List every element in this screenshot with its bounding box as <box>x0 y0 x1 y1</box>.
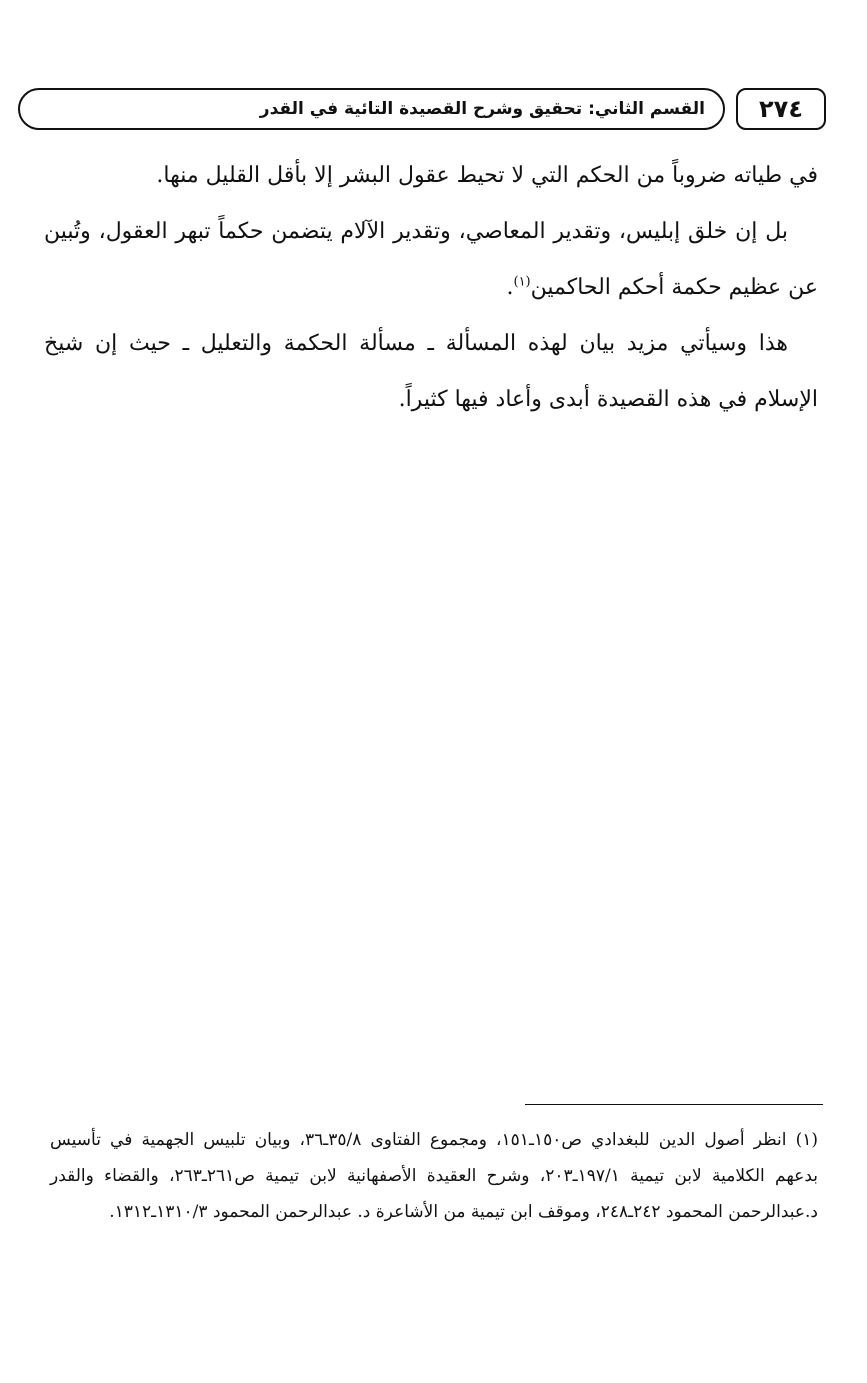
paragraph-text: في طياته ضروباً من الحكم التي لا تحيط عقول البشر إلا بأقل القليل منها. <box>156 163 818 188</box>
footnotes <box>50 1122 818 1230</box>
running-title: القسم الثاني: تحقيق وشرح القصيدة التائية في القدر <box>259 99 705 119</box>
paragraph <box>44 316 818 428</box>
paragraph-text: هذا وسيأتي مزيد بيان لهذه المسألة ـ مسألة الحكمة والتعليل ـ حيث إن شيخ الإسلام في هذه القصيدة أبدى وأعاد فيها كثيراً. <box>44 331 818 412</box>
footnote-separator <box>525 1104 823 1105</box>
footnote-reference: (١) <box>513 274 531 290</box>
paragraph-text: بل إن خلق إبليس، وتقدير المعاصي، وتقدير الآلام يتضمن حكماً تبهر العقول، وتُبين عن عظيم حكمة أحكم الحاكمين <box>44 219 818 300</box>
paragraph <box>44 204 818 316</box>
running-header <box>18 88 826 134</box>
paragraph-continuation <box>44 148 818 204</box>
footnote-item: (١) انظر أصول الدين للبغدادي ص١٥٠ـ١٥١، ومجموع الفتاوى ٣٥/٨ـ٣٦، وبيان تلبيس الجهمية في تأسيس بدعهم الكلامية لابن تيمية ١٩٧/١ـ٢٠٣، وشرح العقيدة الأصفهانية لابن تيمية ص٢٦١ـ٢٦٣، والقضاء والقدر د.عبدالرحمن المحمود ٢٤٢ـ٢٤٨، وموقف ابن تيمية من الأشاعرة د. عبدالرحمن المحمود ١٣١٠/٣ـ١٣١٢. <box>50 1130 819 1222</box>
page-number: ٢٧٤ <box>736 88 826 130</box>
main-text <box>44 148 818 428</box>
paragraph-tail: . <box>506 275 514 300</box>
header-title-frame <box>18 88 725 130</box>
